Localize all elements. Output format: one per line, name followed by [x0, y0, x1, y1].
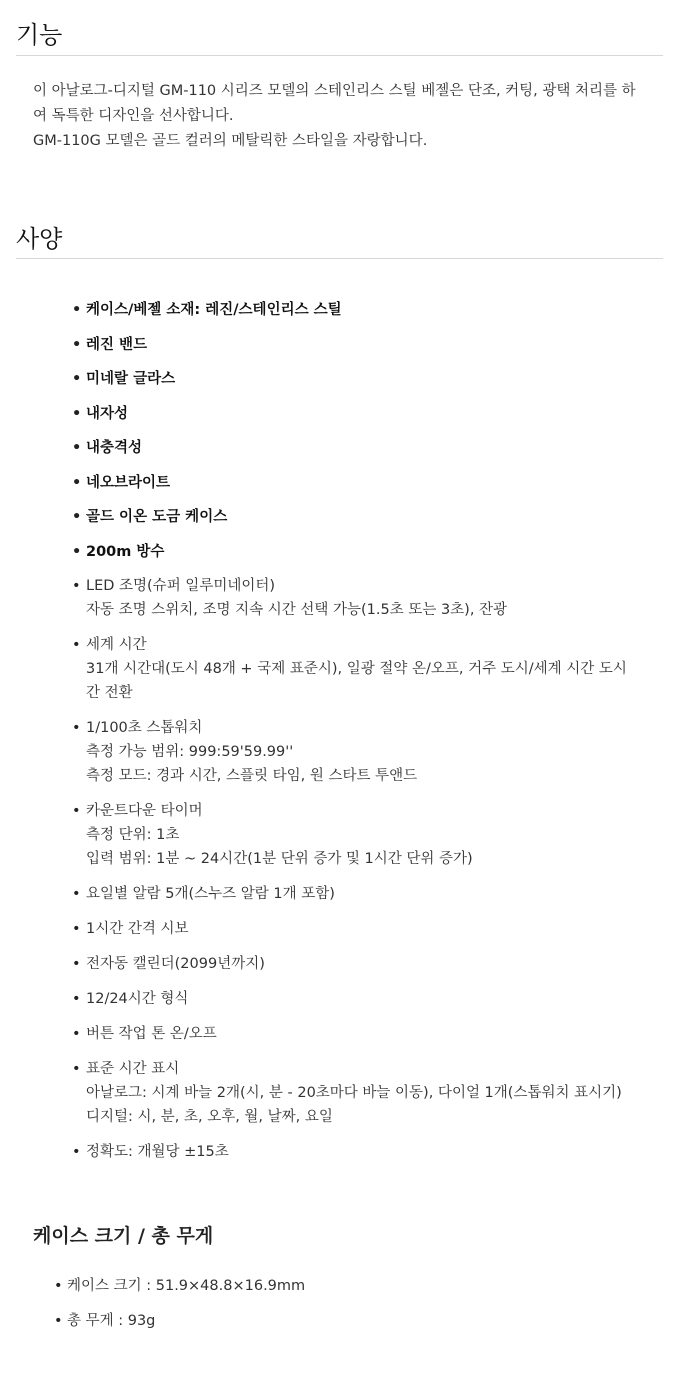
spec-item	[72, 633, 642, 705]
spec-item	[72, 298, 642, 322]
spec-item	[72, 402, 642, 426]
features-paragraph-2: GM-110G 모델은 골드 컬러의 메탈릭한 스타일을 자랑합니다.	[33, 133, 428, 149]
spec-item	[72, 716, 642, 788]
spec-item-detail: 입력 범위: 1분 ~ 24시간(1분 단위 증가 및 1시간 단위 증가)	[86, 851, 473, 867]
spec-item-title: • 요일별 알람 5개(스누즈 알람 1개 포함)	[86, 886, 335, 902]
specs-heading: 사양	[16, 225, 63, 253]
spec-item-title: • 케이스/베젤 소재: 레진/스테인리스 스틸	[86, 302, 342, 318]
size-weight-list	[54, 1274, 614, 1344]
spec-item	[72, 1022, 642, 1046]
spec-item	[72, 367, 642, 391]
features-paragraph-1: 이 아날로그-디지털 GM-110 시리즈 모델의 스테인리스 스틸 베젤은 단조, 커팅, 광택 처리를 하여 독특한 디자인을 선사합니다.	[33, 83, 636, 124]
spec-item-title: • 내충격성	[86, 440, 143, 456]
spec-item-title: • 200m 방수	[86, 543, 165, 560]
spec-item-title: • 표준 시간 표시	[86, 1061, 180, 1077]
size-weight-heading: 케이스 크기 / 총 무게	[33, 1225, 214, 1247]
spec-item-title: • 세계 시간	[86, 637, 147, 653]
spec-item-title: • 네오브라이트	[86, 474, 171, 491]
spec-item-title: • 내자성	[86, 405, 129, 422]
spec-item-title: • 정확도: 개월당 ±15초	[86, 1144, 229, 1160]
spec-item	[72, 882, 642, 906]
size-weight-item: • 총 무게 : 93g	[54, 1309, 614, 1333]
spec-item-title: • 버튼 작업 톤 온/오프	[86, 1026, 217, 1042]
spec-item	[72, 574, 642, 622]
spec-item-title: • LED 조명(슈퍼 일루미네이터)	[86, 578, 276, 594]
features-heading: 기능	[16, 21, 63, 49]
spec-item	[72, 436, 642, 460]
spec-item	[72, 1140, 642, 1164]
features-body	[33, 79, 648, 154]
spec-item	[72, 799, 642, 871]
spec-item-detail: 아날로그: 시계 바늘 2개(시, 분 - 20초마다 바늘 이동), 다이얼 1개(스톱워치 표시기)	[86, 1085, 622, 1101]
spec-item-title: • 전자동 캘린더(2099년까지)	[86, 956, 265, 972]
spec-item-detail: 자동 조명 스위치, 조명 지속 시간 선택 가능(1.5초 또는 3초), 잔광	[86, 602, 508, 618]
spec-item-detail: 측정 가능 범위: 999:59'59.99''	[86, 744, 294, 760]
spec-item	[72, 471, 642, 495]
features-divider	[16, 55, 663, 56]
spec-item-title: • 1시간 간격 시보	[86, 921, 189, 937]
spec-item	[72, 987, 642, 1011]
size-weight-item: • 케이스 크기 : 51.9×48.8×16.9mm	[54, 1274, 614, 1298]
spec-item-title: • 골드 이온 도금 케이스	[86, 509, 228, 525]
spec-item	[72, 917, 642, 941]
spec-item	[72, 540, 642, 564]
spec-item-title: • 레진 밴드	[86, 336, 148, 353]
spec-item	[72, 333, 642, 357]
spec-item	[72, 505, 642, 529]
specs-list	[72, 298, 642, 1175]
spec-item-detail: 디지털: 시, 분, 초, 오후, 월, 날짜, 요일	[86, 1109, 333, 1125]
specs-divider	[16, 258, 663, 259]
spec-item-title: • 미네랄 글라스	[86, 371, 176, 387]
spec-item-title: • 1/100초 스톱워치	[86, 720, 203, 736]
spec-item-title: • 12/24시간 형식	[86, 991, 189, 1007]
spec-item-detail: 측정 단위: 1초	[86, 827, 180, 843]
spec-item	[72, 1057, 642, 1129]
spec-item	[72, 952, 642, 976]
spec-item-title: • 카운트다운 타이머	[86, 803, 203, 819]
spec-item-detail: 측정 모드: 경과 시간, 스플릿 타임, 원 스타트 투앤드	[86, 768, 418, 784]
spec-item-detail: 31개 시간대(도시 48개 + 국제 표준시), 일광 절약 온/오프, 거주 도시/세계 시간 도시 간 전환	[86, 661, 627, 701]
